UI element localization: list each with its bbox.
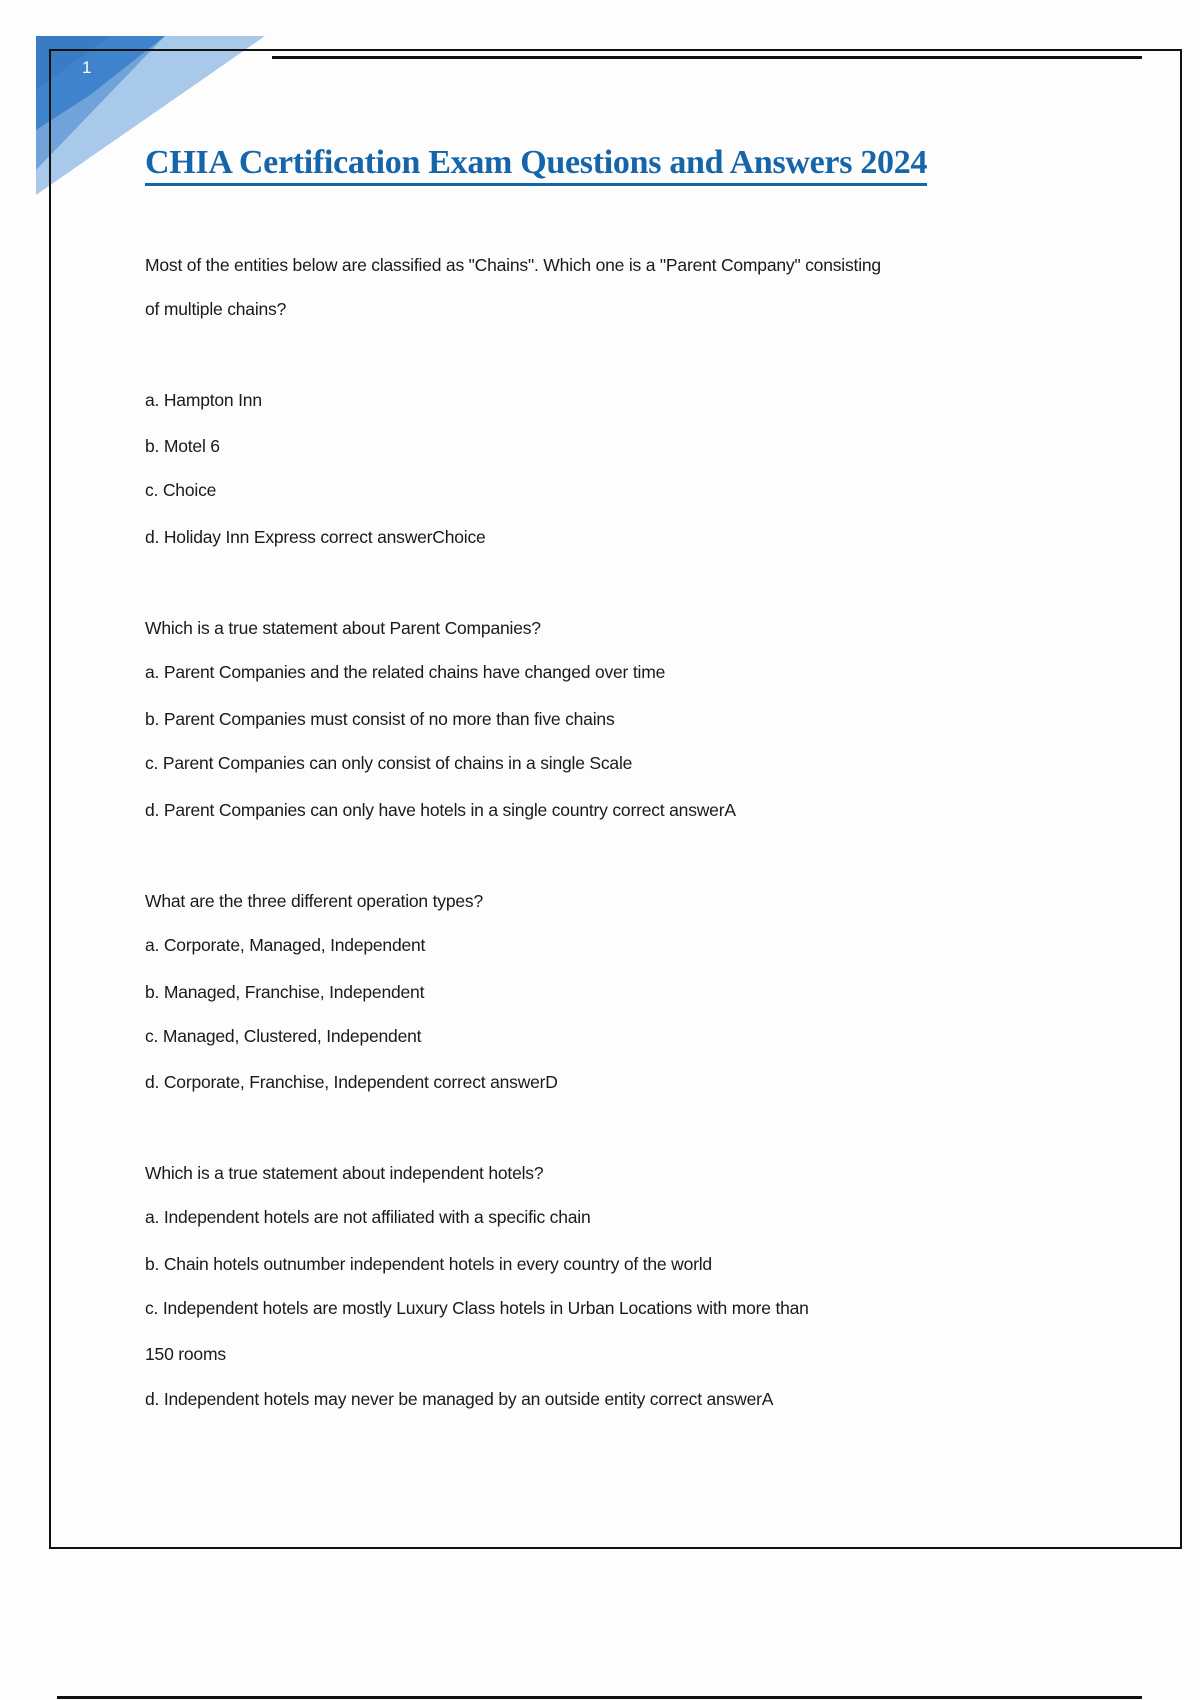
header-rule: [272, 56, 1142, 59]
option-with-answer: d. Independent hotels may never be managed by an outside entity correct answerA: [145, 1389, 774, 1409]
option: a. Independent hotels are not affiliated with a specific chain: [145, 1207, 591, 1227]
option: b. Parent Companies must consist of no more than five chains: [145, 709, 615, 729]
option: b. Chain hotels outnumber independent hotels in every country of the world: [145, 1254, 712, 1274]
footer-rule: [57, 1696, 1142, 1699]
question-1-text: Most of the entities below are classified as "Chains". Which one is a "Parent Company" consisting: [145, 255, 881, 275]
page-number: 1: [82, 58, 92, 77]
option-with-answer: d. Parent Companies can only have hotels in a single country correct answerA: [145, 800, 736, 820]
option: b. Managed, Franchise, Independent: [145, 982, 425, 1002]
option: c. Managed, Clustered, Independent: [145, 1026, 422, 1046]
question-1-text-cont: of multiple chains?: [145, 299, 287, 319]
option: b. Motel 6: [145, 436, 220, 456]
question-3-text: What are the three different operation types?: [145, 891, 483, 911]
option: a. Hampton Inn: [145, 390, 262, 410]
option: a. Parent Companies and the related chains have changed over time: [145, 662, 666, 682]
document-title: CHIA Certification Exam Questions and Answers 2024: [145, 143, 927, 186]
question-2-text: Which is a true statement about Parent Companies?: [145, 618, 541, 638]
option: a. Corporate, Managed, Independent: [145, 935, 426, 955]
option: c. Independent hotels are mostly Luxury Class hotels in Urban Locations with more than: [145, 1298, 809, 1318]
option-with-answer: d. Holiday Inn Express correct answerChoice: [145, 527, 486, 547]
option-with-answer: d. Corporate, Franchise, Independent correct answerD: [145, 1072, 558, 1092]
option: c. Parent Companies can only consist of chains in a single Scale: [145, 753, 633, 773]
option: c. Choice: [145, 480, 217, 500]
option-cont: 150 rooms: [145, 1344, 226, 1364]
question-4-text: Which is a true statement about independent hotels?: [145, 1163, 544, 1183]
